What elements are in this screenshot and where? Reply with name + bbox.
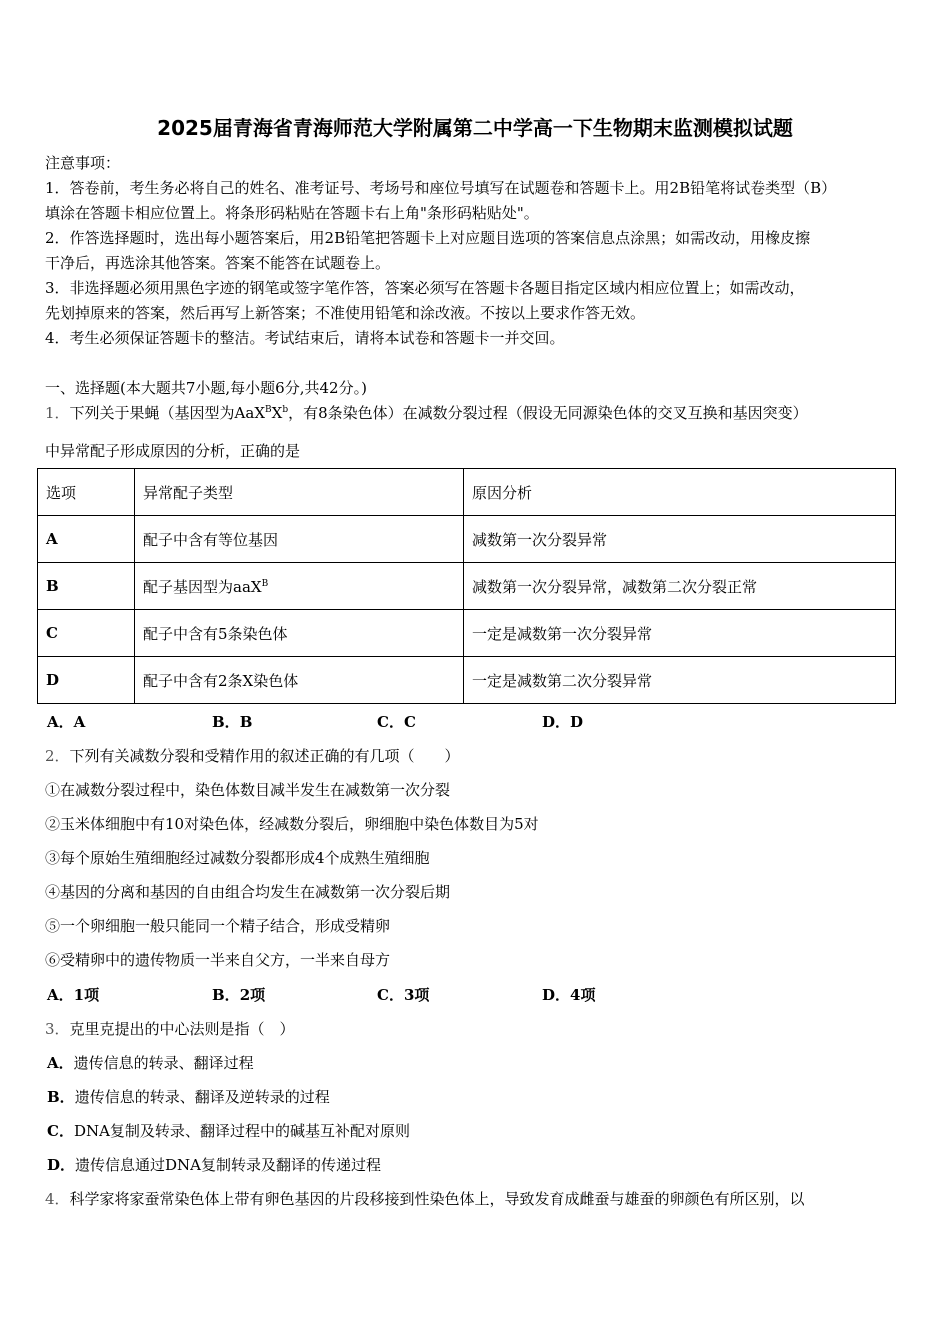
question-4-stem: 4．科学家将家蚕常染色体上带有卵色基因的片段移接到性染色体上，导致发育成雌蚕与雄蚕的卵颜色有所区别，以 [45, 1190, 805, 1208]
table-header-row [38, 469, 896, 516]
table-cell-option: A [38, 516, 135, 563]
choice-b[interactable]: B．遗传信息的转录、翻译及逆转录的过程 [47, 1088, 330, 1106]
table-cell-type: 配子中含有等位基因 [135, 516, 464, 563]
question-1-stem [45, 402, 808, 423]
table-cell-option: D [38, 657, 135, 704]
table-cell-type: 配子中含有5条染色体 [135, 610, 464, 657]
choice-b[interactable]: B．B [212, 713, 253, 731]
list-item: ③每个原始生殖细胞经过减数分裂都形成4个成熟生殖细胞 [45, 849, 430, 867]
choice-c[interactable]: C．3项 [377, 986, 430, 1004]
choice-a[interactable]: A．遗传信息的转录、翻译过程 [47, 1054, 254, 1072]
notice-line: 干净后，再选涂其他答案。答案不能答在试题卷上。 [45, 254, 391, 272]
table-cell-option: C [38, 610, 135, 657]
table-row [38, 610, 896, 657]
notice-line: 3．非选择题必须用黑色字迹的钢笔或签字笔作答，答案必须写在答题卡各题目指定区域内相应位置上；如需改动， [45, 279, 805, 297]
table-header: 原因分析 [464, 469, 896, 516]
notice-line: 填涂在答题卡相应位置上。将条形码粘贴在答题卡右上角"条形码粘贴处"。 [45, 204, 539, 222]
section-heading: 一、选择题(本大题共7小题,每小题6分,共42分。) [45, 379, 367, 397]
list-item: ⑤一个卵细胞一般只能同一个精子结合，形成受精卵 [45, 917, 391, 935]
list-item: ②玉米体细胞中有10对染色体，经减数分裂后，卵细胞中染色体数目为5对 [45, 815, 539, 833]
notice-line: 1．答卷前，考生务必将自己的姓名、准考证号、考场号和座位号填写在试题卷和答题卡上。用2B铅笔将试卷类型（B） [45, 179, 837, 197]
question-2-stem: 2．下列有关减数分裂和受精作用的叙述正确的有几项（ ） [45, 747, 460, 765]
question-3-stem: 3．克里克提出的中心法则是指（ ） [45, 1020, 295, 1038]
table-cell-reason: 一定是减数第一次分裂异常 [464, 610, 896, 657]
choice-d[interactable]: D．D [542, 713, 584, 731]
answer-table [37, 468, 896, 704]
notice-heading: 注意事项： [45, 154, 121, 172]
table-cell-option: B [38, 563, 135, 610]
choice-b[interactable]: B．2项 [212, 986, 266, 1004]
table-cell-reason: 减数第一次分裂异常，减数第二次分裂正常 [464, 563, 896, 610]
table-cell-type: 配子基因型为aaX$^B$ [135, 563, 464, 610]
notice-line: 先划掉原来的答案，然后再写上新答案；不准使用铅笔和涂改液。不按以上要求作答无效。 [45, 304, 646, 322]
choice-a[interactable]: A．A [47, 713, 86, 731]
table-cell-reason: 减数第一次分裂异常 [464, 516, 896, 563]
q1-text: ，有8条染色体）在减数分裂过程（假设无同源染色体的交叉互换和基因突变） [288, 404, 808, 422]
choice-d[interactable]: D．4项 [542, 986, 596, 1004]
list-item: ④基因的分离和基因的自由组合均发生在减数第一次分裂后期 [45, 883, 451, 901]
table-header: 异常配子类型 [135, 469, 464, 516]
choice-c[interactable]: C．DNA复制及转录、翻译过程中的碱基互补配对原则 [47, 1122, 410, 1140]
choice-c[interactable]: C．C [377, 713, 416, 731]
q1-sup: B [265, 405, 272, 415]
notice-line: 2．作答选择题时，选出每小题答案后，用2B铅笔把答题卡上对应题目选项的答案信息点涂黑；如需改动，用橡皮擦 [45, 229, 811, 247]
table-row [38, 516, 896, 563]
table-row [38, 657, 896, 704]
question-1-stem-cont: 中异常配子形成原因的分析，正确的是 [45, 442, 301, 460]
question-number: 2． [45, 747, 70, 765]
page-title: 2025届青海省青海师范大学附属第二中学高一下生物期末监测模拟试题 [157, 116, 793, 140]
question-number: 4． [45, 1190, 70, 1208]
table-row [38, 563, 896, 610]
choice-a[interactable]: A．1项 [47, 986, 100, 1004]
list-item: ①在减数分裂过程中，染色体数目减半发生在减数第一次分裂 [45, 781, 451, 799]
question-number: 3． [45, 1020, 70, 1038]
q1-text: 下列关于果蝇（基因型为AaX [69, 404, 266, 422]
table-cell-type: 配子中含有2条X染色体 [135, 657, 464, 704]
table-cell-reason: 一定是减数第二次分裂异常 [464, 657, 896, 704]
table-header: 选项 [38, 469, 135, 516]
question-number: 1． [45, 404, 70, 422]
q1-text: X [271, 404, 283, 422]
list-item: ⑥受精卵中的遗传物质一半来自父方，一半来自母方 [45, 951, 391, 969]
q1-sup: b [282, 405, 289, 415]
notice-line: 4．考生必须保证答题卡的整洁。考试结束后，请将本试卷和答题卡一并交回。 [45, 329, 565, 347]
choice-d[interactable]: D．遗传信息通过DNA复制转录及翻译的传递过程 [47, 1156, 382, 1174]
